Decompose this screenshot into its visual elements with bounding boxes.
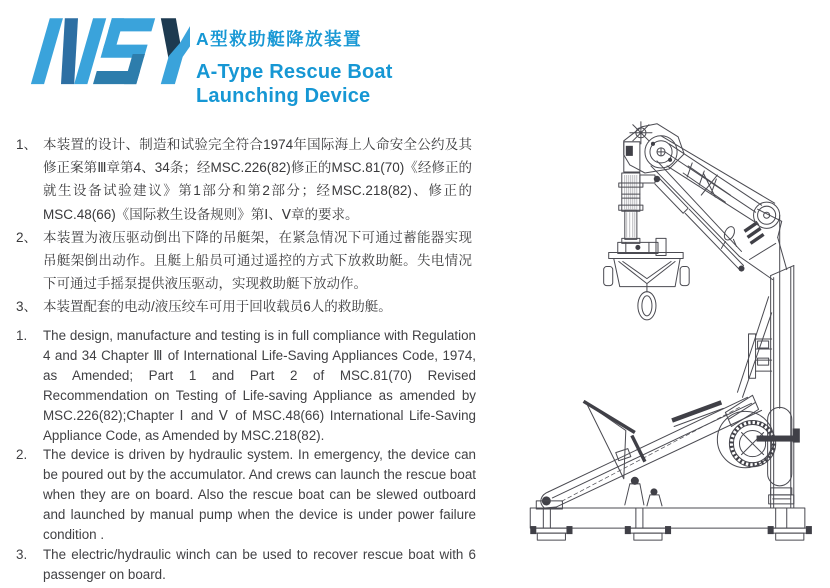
chinese-item-2 <box>16 226 472 296</box>
english-item-2 <box>16 445 476 545</box>
boat-chock-arm <box>536 397 761 509</box>
english-item-2-number: 2. <box>16 447 28 463</box>
hoist-cylinder <box>618 173 666 255</box>
base-frame <box>530 508 812 540</box>
nsy-logo-letters <box>31 18 190 84</box>
chinese-item-3-number: 3、 <box>16 299 38 315</box>
chinese-item-1-number: 1、 <box>16 137 38 152</box>
english-item-3 <box>16 545 476 585</box>
english-item-3-number: 3. <box>16 546 28 562</box>
page-title-english-line1: A-Type Rescue Boat <box>196 61 393 83</box>
english-item-1-text: The design, manufacture and testing is in full compliance with Regulation 4 and 34 Chapter Ⅲ of International Life-Saving Appliances Code, 1974, as Amended; Part 1 and Part 2 of MSC.81(70) Revised Recommendation on Testing of Life-saving Appliance as amended by MSC.226(82);Chapter Ⅰ and Ⅴ of MSC.48(66) International Life-Saving Appliance Code, as Amended by MSC.218(82). <box>43 328 476 443</box>
nsy-logo <box>30 11 190 97</box>
chinese-description-list <box>16 133 472 319</box>
english-description-list <box>16 326 476 585</box>
english-item-1 <box>16 326 476 445</box>
release-hook-cradle <box>604 252 690 319</box>
chinese-item-2-text: 本装置为液压驱动倒出下降的吊艇架，在紧急情况下可通过蓄能器实现吊艇架倒出动作。且艇上船员可通过遥控的方式下放救助艇。失电情况下可通过手摇泵提供液压驱动，实现救助艇下放动作。 <box>43 229 472 292</box>
header-titles <box>196 26 393 108</box>
chinese-item-3-text: 本装置配套的电动/液压绞车可用于回收载员6人的救助艇。 <box>43 299 392 315</box>
luffing-cylinder <box>640 175 745 272</box>
english-item-1-number: 1. <box>16 328 28 343</box>
english-item-2-text: The device is driven by hydraulic system. In emergency, the device can be poured out by the accumulator. And crews can launch the rescue boat when they are on board. Also the rescue boat can be slewed outboard and launched by manual pump when the device is under power failure condition . <box>43 447 476 543</box>
technical-drawing <box>488 108 830 582</box>
page-title-english-line2: Launching Device <box>196 85 371 107</box>
mid-sheave <box>754 202 780 228</box>
chinese-item-3 <box>16 295 472 318</box>
chinese-item-1-text: 本装置的设计、制造和试验完全符合1974年国际海上人命安全公约及其修正案第Ⅲ章第4、34条；经MSC.226(82)修正的MSC.81(70)《经修正的就生设备试验建议》第1部分和第2部分；经MSC.218(82)、修正的MSC.48(66)《国际救生设备规则》第Ⅰ、Ⅴ章的要求。 <box>43 137 472 222</box>
english-item-3-text: The electric/hydraulic winch can be used to recover rescue boat with 6 passenger on board. <box>43 546 476 582</box>
chinese-item-1 <box>16 133 472 226</box>
page-title-chinese: A型救助艇降放装置 <box>196 29 363 49</box>
davit-boom <box>651 144 782 427</box>
chinese-item-2-number: 2、 <box>16 229 38 245</box>
